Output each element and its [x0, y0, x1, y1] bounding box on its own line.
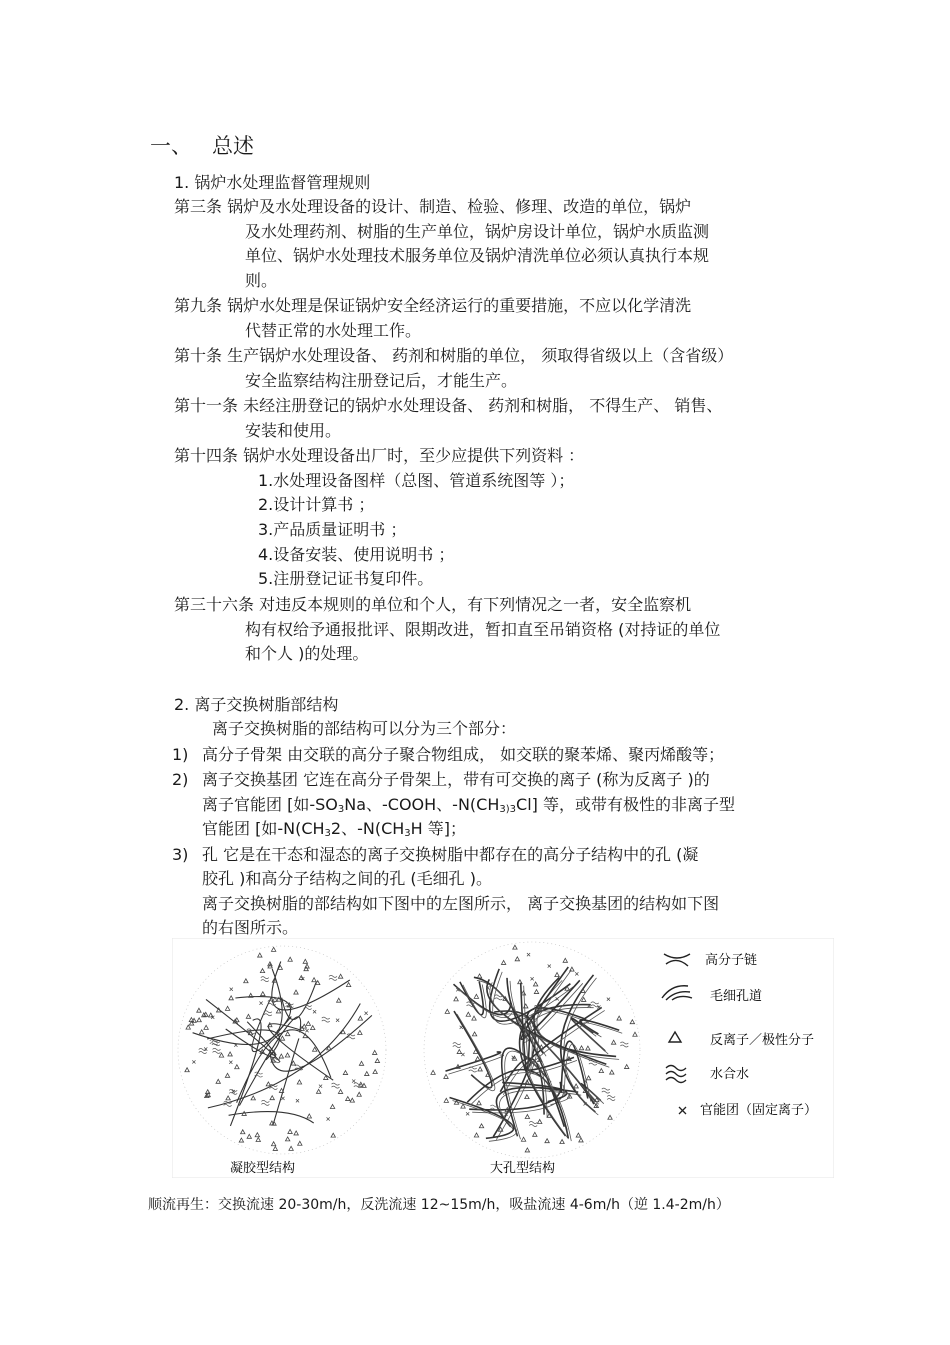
- article-36-line2: 构有权给予通报批评、限期改进，暂扣直至吊销资格 (对持证的单位: [245, 620, 721, 639]
- item2-line1: 离子交换基团 它连在高分子骨架上，带有可交换的离子 (称为反离子 )的: [202, 770, 710, 789]
- part1-heading: 1. 锅炉水处理监督管理规则: [174, 173, 371, 192]
- article-9-line1: 第九条 锅炉水处理是保证锅炉安全经济运行的重要措施，不应以化学清洗: [174, 296, 692, 315]
- figure-intro-line1: 离子交换树脂的部结构如下图中的左图所示， 离子交换基团的结构如下图: [202, 894, 720, 913]
- article-36-line3: 和个人 )的处理。: [245, 644, 369, 663]
- article-9-line2: 代替正常的水处理工作。: [245, 321, 422, 340]
- item3-line1: 孔 它是在干态和湿态的离子交换树脂中都存在的高分子结构中的孔 (凝: [202, 845, 699, 864]
- resin-structure-svg: [172, 938, 834, 1178]
- part2-heading: 2. 离子交换树脂部结构: [174, 695, 339, 714]
- legend-label-functional-group: 官能团（固定离子）: [700, 1103, 818, 1118]
- item1-number: 1): [172, 745, 189, 764]
- legend-label-hydration-water: 水合水: [710, 1067, 750, 1082]
- article-14-item2: 2.设计计算书 ；: [258, 495, 375, 514]
- article-3-line3: 单位、锅炉水处理技术服务单位及锅炉清洗单位必须认真执行本规: [245, 246, 710, 265]
- article-11-line1: 第十一条 未经注册登记的锅炉水处理设备、 药剂和树脂， 不得生产、 销售、: [174, 396, 723, 415]
- article-14-item4: 4.设备安装、使用说明书 ；: [258, 545, 455, 564]
- article-3-line1: 第三条 锅炉及水处理设备的设计、制造、检验、修理、改造的单位，锅炉: [174, 197, 692, 216]
- article-11-line2: 安装和使用。: [245, 421, 342, 440]
- article-14-item1: 1.水处理设备图样（总图、管道系统图等 ）；: [258, 471, 575, 490]
- article-10-line2: 安全监察结构注册登记后，才能生产。: [245, 371, 518, 390]
- item1-text: 高分子骨架 由交联的高分子聚合物组成， 如交联的聚苯烯、聚丙烯酸等；: [202, 745, 725, 764]
- item2-line3: 官能团 [如$-N(CH_32$、$-N(CH_3H$ 等]；: [202, 819, 467, 839]
- item3-line2: 胶孔 )和高分子结构之间的孔 (毛细孔 )。: [202, 869, 492, 888]
- legend-label-polymer-chain: 高分子链: [705, 953, 758, 968]
- section-number: 一、: [150, 134, 192, 158]
- article-3-line2: 及水处理药剂、树脂的生产单位，锅炉房设计单位，锅炉水质监测: [245, 222, 710, 241]
- item3-number: 3): [172, 845, 189, 864]
- legend-label-capillary: 毛细孔道: [710, 989, 763, 1004]
- article-14-item5: 5.注册登记证书复印件。: [258, 569, 434, 588]
- legend-label-counter-ion: 反离子／极性分子: [710, 1033, 815, 1048]
- section-title: 总述: [212, 134, 254, 158]
- article-14-line1: 第十四条 锅炉水处理设备出厂时，至少应提供下列资料 ：: [174, 446, 585, 465]
- article-36-line1: 第三十六条 对违反本规则的单位和个人，有下列情况之一者，安全监察机: [174, 595, 692, 614]
- regeneration-note: 顺流再生：交换流速 20-30m/h，反洗流速 12~15m/h，吸盐流速 4-6m/h（逆 1.4-2m/h）: [148, 1197, 730, 1213]
- article-3-line4: 则。: [245, 271, 278, 290]
- gel-structure-caption: 凝胶型结构: [230, 1161, 296, 1176]
- item2-line2: 离子官能团 [如$-SO_3Na$、-COOH、$-N(CH_{3)3}Cl]$ 等，或带有极性的非离子型: [202, 795, 735, 815]
- resin-structure-figure: [172, 938, 834, 1178]
- part2-intro: 离子交换树脂的部结构可以分为三个部分：: [212, 719, 517, 738]
- article-10-line1: 第十条 生产锅炉水处理设备、 药剂和树脂的单位， 须取得省级以上（含省级）: [174, 346, 734, 365]
- item2-number: 2): [172, 770, 189, 789]
- article-14-item3: 3.产品质量证明书 ；: [258, 520, 407, 539]
- macroporous-structure-caption: 大孔型结构: [490, 1161, 556, 1176]
- figure-intro-line2: 的右图所示。: [202, 918, 299, 937]
